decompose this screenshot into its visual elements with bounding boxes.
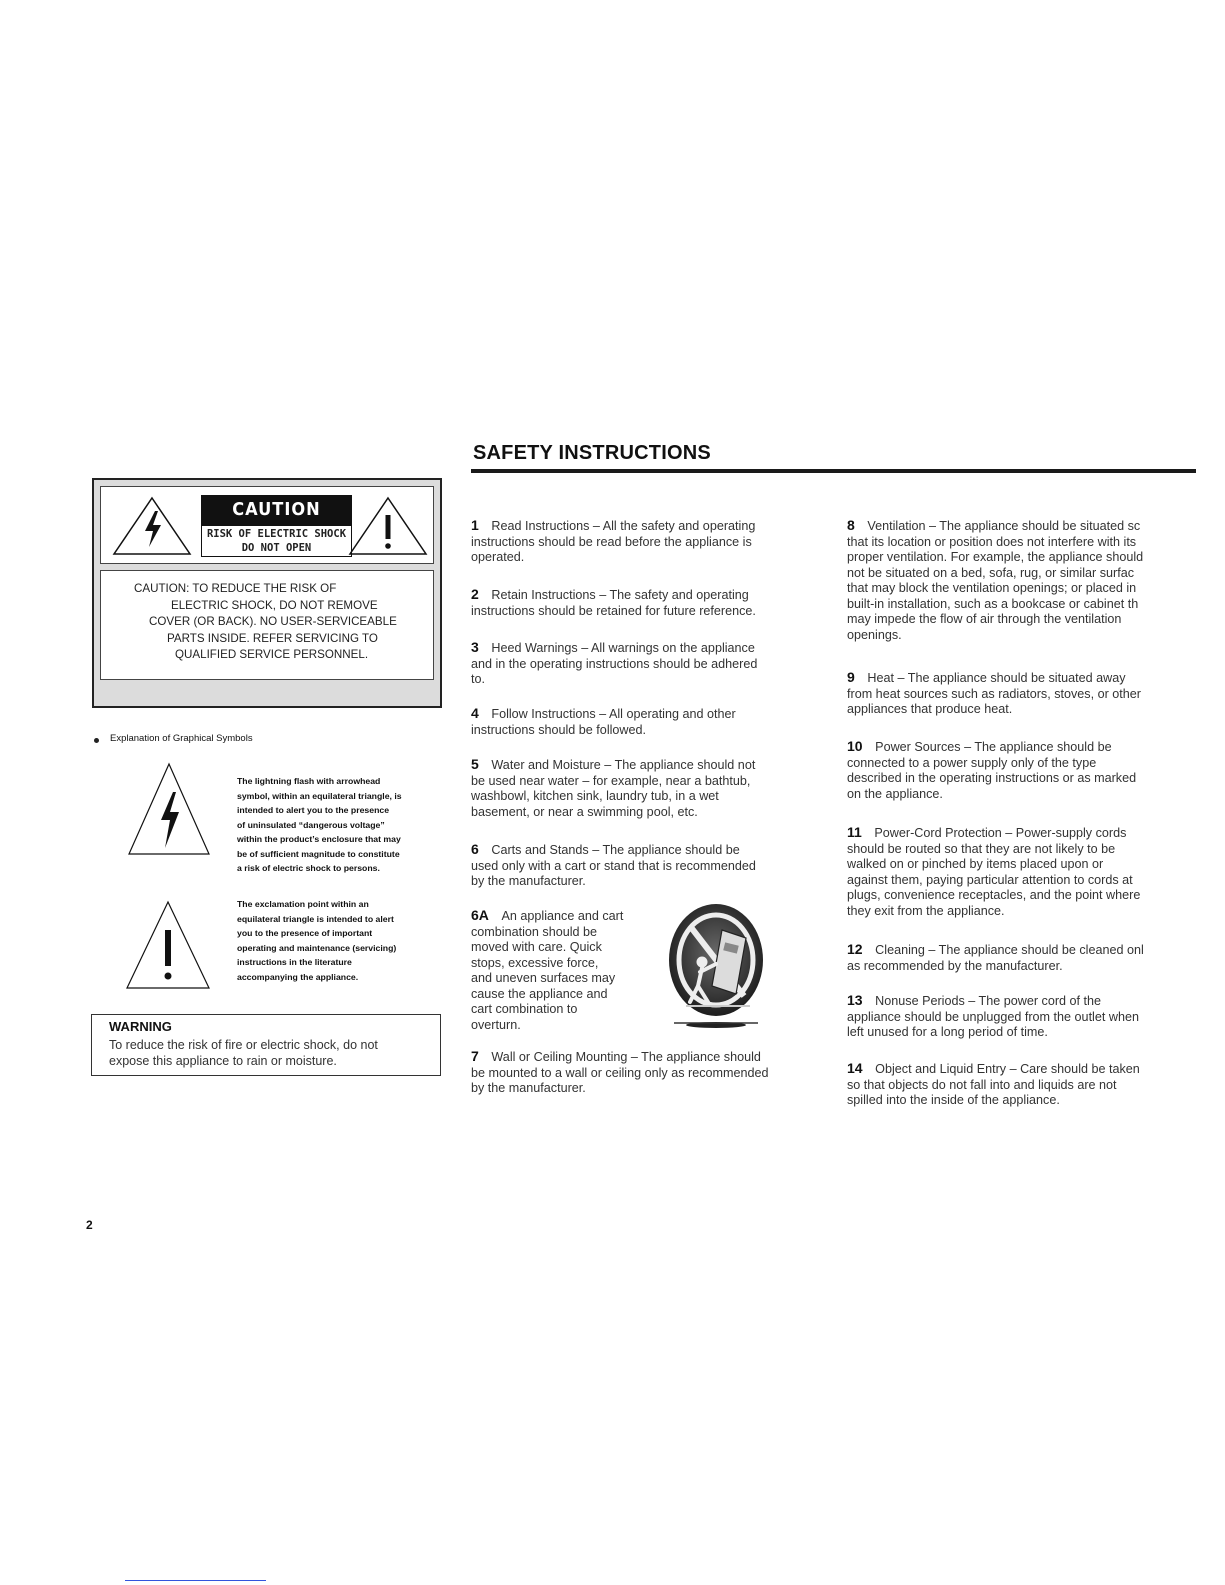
instruction-number: 12 — [847, 941, 863, 957]
instruction-line: on the appliance. — [847, 786, 943, 801]
instruction-line: basement, or near a swimming pool, etc. — [471, 804, 698, 819]
caution-body-line: ELECTRIC SHOCK, DO NOT REMOVE — [171, 598, 378, 612]
page-number: 2 — [86, 1218, 93, 1232]
instruction-number: 1 — [471, 517, 479, 533]
instruction-text: Heat – The appliance should be situated away — [867, 671, 1126, 685]
cart-tipover-icon — [664, 902, 768, 1030]
explanation-label: Explanation of Graphical Symbols — [110, 733, 253, 744]
instruction-text: Follow Instructions – All operating and other — [491, 707, 736, 721]
instruction-line: instructions should be followed. — [471, 722, 647, 737]
instruction-line: proper ventilation. For example, the appliance should — [847, 550, 1144, 564]
instruction-line: be mounted to a wall or ceiling only as recommended — [471, 1065, 769, 1080]
instruction-text: Power-Cord Protection – Power-supply cords — [874, 826, 1127, 840]
instruction-item-3 — [471, 640, 811, 688]
instruction-line: stops, excessive force, — [471, 955, 599, 970]
instruction-line: appliance should be unplugged from the outlet when — [847, 1009, 1139, 1024]
instruction-line: and in the operating instructions should be adhered — [471, 656, 758, 671]
instruction-number: 4 — [471, 705, 479, 721]
instruction-line: overturn. — [471, 1017, 521, 1032]
instruction-line — [847, 1061, 1207, 1078]
instruction-number: 11 — [847, 824, 862, 840]
warning-line: expose this appliance to rain or moisture. — [109, 1054, 337, 1068]
instruction-text: Retain Instructions – The safety and operating — [491, 588, 749, 602]
instruction-line: be used near water – for example, near a bathtub, — [471, 773, 751, 788]
caution-banner — [201, 495, 352, 557]
instruction-number: 5 — [471, 756, 479, 772]
instruction-item-5 — [471, 757, 811, 820]
instruction-line — [471, 908, 651, 925]
instruction-number: 6 — [471, 841, 479, 857]
instruction-line: openings. — [847, 627, 902, 642]
page-title: SAFETY INSTRUCTIONS — [473, 442, 711, 464]
instruction-line — [471, 587, 811, 604]
instruction-item-8 — [847, 518, 1207, 643]
instruction-line: cart combination to — [471, 1002, 578, 1016]
caution-body-line: COVER (OR BACK). NO USER-SERVICEABLE — [149, 615, 397, 628]
instruction-line: from heat sources such as radiators, stoves, or other — [847, 686, 1141, 701]
instruction-line: built-in installation, such as a bookcase or cabinet th — [847, 596, 1139, 611]
symbol-text-line: intended to alert you to the presence — [237, 805, 390, 815]
instruction-item-14 — [847, 1061, 1207, 1109]
instruction-text: Wall or Ceiling Mounting – The appliance should — [491, 1050, 761, 1064]
instruction-line — [471, 518, 811, 535]
instruction-line: left unused for a long period of time. — [847, 1025, 1048, 1039]
caution-label — [92, 478, 442, 708]
instruction-text: Heed Warnings – All warnings on the appliance — [491, 641, 755, 655]
instruction-number: 7 — [471, 1048, 479, 1064]
instruction-line: so that objects do not fall into and liquids are not — [847, 1077, 1117, 1092]
instruction-line: by the manufacturer. — [471, 1081, 586, 1095]
symbol-text-line: operating and maintenance (servicing) — [237, 942, 397, 953]
instruction-line: may impede the flow of air through the ventilation — [847, 612, 1122, 626]
instruction-item-7 — [471, 1049, 816, 1097]
symbol-text-line: symbol, within an equilateral triangle, is — [237, 790, 402, 801]
instruction-line: walked on or pinched by items placed upon or — [847, 857, 1104, 871]
symbol-text-line: The lightning flash with arrowhead — [237, 776, 381, 786]
warning-text — [109, 1037, 378, 1069]
instruction-line: operated. — [471, 550, 525, 564]
instruction-text: Nonuse Periods – The power cord of the — [875, 994, 1102, 1008]
instruction-item-1 — [471, 518, 811, 566]
caution-risk-text — [201, 525, 352, 557]
instruction-item-10 — [847, 739, 1207, 802]
instruction-item-4 — [471, 706, 811, 738]
instruction-number: 6A — [471, 907, 489, 923]
symbol-text-line: instructions in the literature — [237, 957, 352, 967]
instruction-number: 8 — [847, 517, 855, 533]
instruction-line: moved with care. Quick — [471, 940, 602, 954]
warning-box — [91, 1014, 441, 1076]
instruction-line: washbowl, kitchen sink, laundry tub, in a wet — [471, 789, 719, 803]
instruction-number: 2 — [471, 586, 479, 602]
caution-label-header — [100, 486, 434, 564]
symbol-text-line: be of sufficient magnitude to constitute — [237, 848, 400, 859]
lightning-triangle-icon — [127, 762, 211, 858]
instruction-line: they exit from the appliance. — [847, 903, 1005, 918]
instruction-text: Carts and Stands – The appliance should be — [491, 843, 740, 857]
instruction-line — [471, 640, 811, 657]
caution-risk-line: RISK OF ELECTRIC SHOCK — [206, 528, 347, 540]
instruction-line: that may block the ventilation openings; or placed in — [847, 581, 1137, 595]
instruction-line: cause the appliance and — [471, 986, 608, 1001]
instruction-line — [847, 739, 1207, 756]
instruction-text: Ventilation – The appliance should be situated sc — [867, 519, 1141, 533]
symbol-text-line: The exclamation point within an — [237, 899, 369, 909]
caution-body — [100, 570, 434, 680]
instruction-line: not be situated on a bed, sofa, rug, or similar surfac — [847, 565, 1135, 580]
instruction-item-13 — [847, 993, 1207, 1041]
instruction-item-2 — [471, 587, 811, 619]
instruction-number: 10 — [847, 738, 863, 754]
caution-body-line: CAUTION: TO REDUCE THE RISK OF — [134, 582, 337, 595]
lightning-symbol-description — [237, 774, 402, 876]
exclamation-triangle-icon — [347, 495, 429, 557]
caution-title: CAUTION — [201, 495, 352, 525]
instruction-text: Water and Moisture – The appliance should not — [491, 758, 756, 772]
instruction-line — [847, 942, 1207, 959]
instruction-line: by the manufacturer. — [471, 874, 586, 888]
instruction-line: used only with a cart or stand that is recommended — [471, 858, 756, 873]
caution-body-line: PARTS INSIDE. REFER SERVICING TO — [167, 631, 378, 645]
lightning-triangle-icon — [111, 495, 193, 557]
instruction-text: Read Instructions – All the safety and operating — [491, 519, 756, 533]
symbol-text-line: accompanying the appliance. — [237, 971, 359, 982]
instruction-line: that its location or position does not interfere with its — [847, 534, 1137, 549]
instruction-line: spilled into the inside of the appliance. — [847, 1093, 1060, 1107]
instruction-line: and uneven surfaces may — [471, 971, 616, 985]
symbol-text-line: equilateral triangle is intended to alert — [237, 913, 394, 924]
instruction-line — [847, 670, 1207, 687]
caution-body-line: QUALIFIED SERVICE PERSONNEL. — [175, 648, 369, 661]
instruction-item-6a — [471, 908, 651, 1033]
instruction-line — [471, 842, 811, 859]
warning-line: To reduce the risk of fire or electric shock, do not — [109, 1038, 378, 1052]
symbol-text-line: within the product’s enclosure that may — [237, 834, 401, 844]
instruction-number: 3 — [471, 639, 479, 655]
exclamation-symbol-description — [237, 897, 396, 984]
instruction-text: Cleaning – The appliance should be cleaned onl — [875, 943, 1144, 957]
symbol-text-line: you to the presence of important — [237, 928, 373, 938]
instruction-line — [471, 1049, 816, 1066]
instruction-line — [847, 993, 1207, 1010]
instruction-line: connected to a power supply only of the type — [847, 755, 1097, 770]
instruction-line: instructions should be read before the appliance is — [471, 534, 752, 549]
instruction-number: 13 — [847, 992, 863, 1008]
instruction-text: An appliance and cart — [501, 909, 624, 923]
caution-risk-line: DO NOT OPEN — [241, 542, 312, 554]
instruction-line — [471, 757, 811, 774]
instruction-line — [847, 518, 1207, 535]
instruction-number: 14 — [847, 1060, 863, 1076]
instruction-line: described in the operating instructions or as marked — [847, 771, 1137, 785]
instruction-item-9 — [847, 670, 1207, 718]
exclamation-triangle-icon — [125, 900, 211, 992]
instruction-item-6 — [471, 842, 811, 890]
instruction-text: Power Sources – The appliance should be — [875, 740, 1112, 754]
instruction-line: instructions should be retained for future reference. — [471, 603, 756, 618]
instruction-text: Object and Liquid Entry – Care should be taken — [875, 1062, 1140, 1076]
instruction-line: appliances that produce heat. — [847, 702, 1013, 716]
instruction-item-12 — [847, 942, 1207, 974]
instruction-number: 9 — [847, 669, 855, 685]
instruction-line: plugs, convenience receptacles, and the point where — [847, 888, 1141, 902]
instruction-line: should be routed so that they are not likely to be — [847, 841, 1116, 856]
instruction-item-11 — [847, 825, 1207, 919]
bullet — [94, 738, 99, 743]
warning-title: WARNING — [109, 1019, 172, 1034]
footer-link-underline — [125, 1580, 266, 1581]
heading-rule — [471, 469, 1196, 473]
instruction-line — [847, 825, 1207, 842]
instruction-line: against them, paying particular attention to cords at — [847, 872, 1133, 887]
instruction-line: combination should be — [471, 924, 598, 939]
instruction-line — [471, 706, 811, 723]
symbol-text-line: of uninsulated “dangerous voltage” — [237, 819, 385, 830]
symbol-text-line: a risk of electric shock to persons. — [237, 863, 380, 873]
instruction-line: to. — [471, 672, 486, 686]
instruction-line: as recommended by the manufacturer. — [847, 958, 1063, 973]
